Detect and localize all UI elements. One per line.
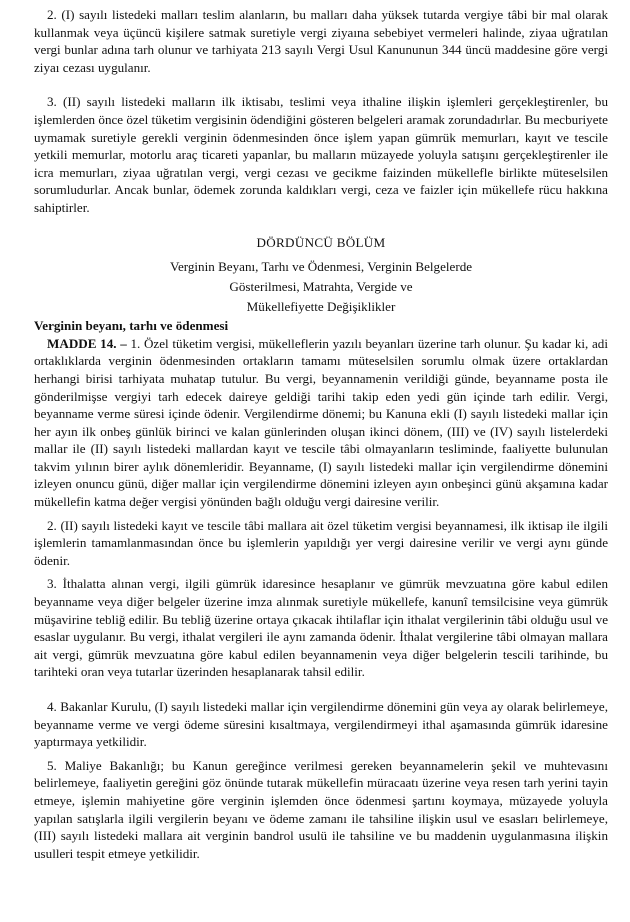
- chapter-subtitle-line-1: Verginin Beyanı, Tarhı ve Ödenmesi, Verginin Belgelerde: [169, 259, 473, 275]
- document-page: [34, 6, 608, 862]
- spacer: [34, 681, 608, 698]
- madde-14-paragraph-4: 4. Bakanlar Kurulu, (I) sayılı listedeki mallar için vergilendirme dönemini gün veya ay olarak belirlemeye, beyanname verme ve vergi ödeme süresini kısaltmaya, vergilendirmeyi ithal aşamasında gümrük idaresine yaptırmaya yetkilidir.: [34, 699, 608, 750]
- chapter-title: DÖRDÜNCÜ BÖLÜM: [256, 234, 386, 250]
- madde-label: MADDE 14. –: [47, 335, 127, 351]
- section-heading: Verginin beyanı, tarhı ve ödenmesi: [34, 318, 229, 334]
- madde-14-text: 1. Özel tüketim vergisi, mükelleflerin yazılı beyanları üzerine tarh olunur. Şu kadar ki, adi ortaklıklarda verginin ödenmesinden ortakların tamamı müteselsilen sorumlu olmak üzere ortaklardan herhangi birisi tarhiyata muhatap tutulur. Bu vergi, beyannamenin verildiği günde, beyanname posta ile gönderilmişse vergiyi tarh edecek daireye geldiği tarihi takip eden yedi gün içinde tarh edilir. Vergi, beyanname verme süresi içinde ödenir. Vergilendirme dönemi; bu Kanuna ekli (I) sayılı listedeki mallar için her ayın ilk onbeş günlük birinci ve kalan günlerinden oluşan ikinci dönem, (III) ve (IV) sayılı listelerdeki mallar ile (II) sayılı listedeki mallardan kayıt ve tescile tâbi olmayanların tesliminde, faaliyette bulunulan takvim yılının birer aylık dönemleridir. Beyanname, (I) sayılı listedeki mallar için vergilendirme dönemini izleyen onuncu günü, diğer mallar için vergilendirme dönemini izleyen ayın onbeşinci günü akşamına kadar mükellefin katma değer vergisi yönünden bağlı olduğu vergi dairesine verilir.: [34, 335, 608, 510]
- spacer: [34, 76, 608, 93]
- chapter-subtitle-line-3: Mükellefiyette Değişiklikler: [246, 299, 396, 315]
- madde-14-paragraph-3: 3. İthalatta alınan vergi, ilgili gümrük idaresince hesaplanır ve gümrük mevzuatına göre kabul edilen beyanname veya diğer belgeler üzerine imza alınmak suretiyle mükellefe, kanunî temsilcisine veya gümrük müşavirine tebliğ edilir. Bu tebliğ üzerine ortaya çıkacak ihtilaflar için ithalat vergilerinin tâbi olduğu usul ve esaslar uygulanır. Bu vergi, ithalat vergileri ile aynı zamanda ödenir. İthalat vergilerine tâbi olmayan mallara ait vergi, gümrük mevzuatına göre kabul edilen beyannamenin veya diğer belgelerin tescili tarihinde, bu tarihteki oran veya tutarlar üzerinden hesaplanarak tahsil edilir.: [34, 576, 608, 680]
- madde-14-paragraph-5: 5. Maliye Bakanlığı; bu Kanun gereğince verilmesi gereken beyannamelerin şekil ve muhtevasını belirlemeye, faaliyetin gereğini göz önünde tutarak mükellefin müracaatı üzerine veya resen tarh yerini tayin etmeye, işlemin mahiyetine göre verginin işlemden önce ödenmesi şartını koymaya, müzayede yoluyla yapılan satışlarla ilgili vergilerin beyanı ve ödeme zamanı ile tahsiline ilişkin usul ve esasları belirlemeye, (III) sayılı listedeki mallara ait verginin bandrol usulü ile tahsiline ve bu maddenin uygulanmasına ilişkin usulleri tespit etmeye yetkilidir.: [34, 757, 608, 861]
- madde-14-paragraph-1: [34, 335, 608, 511]
- paragraph-3-liability: 3. (II) sayılı listedeki malların ilk iktisabı, teslimi veya ithaline ilişkin işlemleri gerçekleştirenler, bu işlemlerden önce özel tüketim vergisinin ödendiğini gösteren belgeleri aramak zorundadırlar. Bu mecburiyete uymamak suretiyle gerekli verginin ödenmesinden önce işlem yapan gümrük memurları, kayıt ve tescile yetkili memurlar, motorlu araç ticareti yapanlar, bu malların müzayede yoluyla satışını gerçekleştirenler ile icra memurları, ziyaa uğratılan vergi, vergi cezası ve gecikme faizinden mükellefle birlikte müteselsilen sorumludurlar. Ancak bunlar, ödemek zorunda kaldıkları vergi, ceza ve faizler için mükellefe rücu hakkına sahiptirler.: [34, 94, 608, 215]
- spacer: [34, 217, 608, 234]
- madde-14-paragraph-2: 2. (II) sayılı listedeki kayıt ve tescile tâbi mallara ait özel tüketim vergisi beyannamesi, ilk iktisap ile ilgili işlemlerin tamamlanmasından önce bu işlemlerin yapıldığı yer vergi dairesine verilir ve vergi aynı günde ödenir.: [34, 517, 608, 568]
- paragraph-2-liability: 2. (I) sayılı listedeki malları teslim alanların, bu malları daha yüksek tutarda vergiye tâbi bir mal olarak kullanmak veya üçüncü kişilere satmak suretiyle vergi ziyaına sebebiyet vermeleri halinde, ziyaa uğratılan vergi bunlar adına tarh olunur ve tarhiyata 213 sayılı Vergi Usul Kanununun 344 üncü maddesine göre vergi ziyaı cezası uygulanır.: [34, 7, 608, 75]
- chapter-subtitle-line-2: Gösterilmesi, Matrahta, Vergide ve: [229, 279, 413, 295]
